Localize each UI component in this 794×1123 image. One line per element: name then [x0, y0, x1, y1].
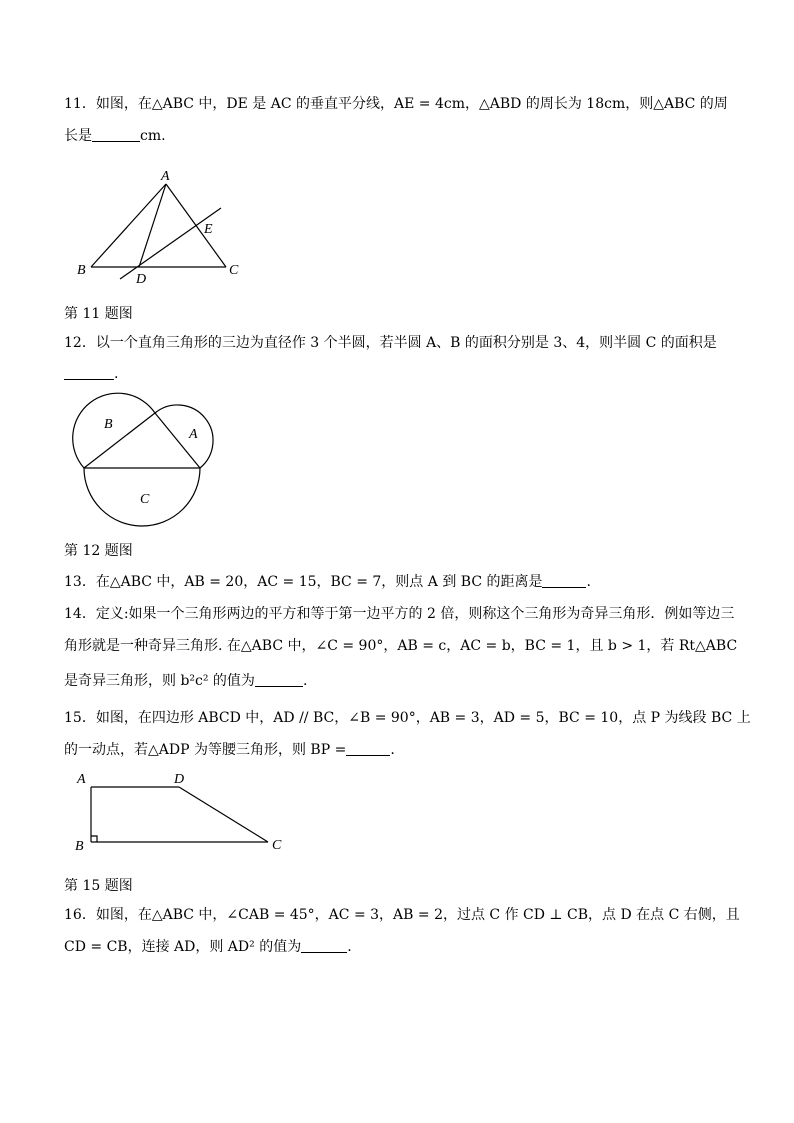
p12-answer-blank[interactable] — [64, 365, 114, 380]
p14-line3-pre: 是奇异三角形，则 b²c² 的值为 — [64, 673, 255, 689]
p11-label-D: D — [136, 272, 147, 287]
p14-line3-post: . — [302, 673, 308, 689]
p11-line2-pre: 长是 — [64, 128, 92, 144]
p11-label-B: B — [77, 263, 86, 278]
p13-answer-blank[interactable] — [542, 573, 586, 588]
p12-label-A: A — [189, 427, 198, 442]
p15-caption: 第 15 题图 — [64, 878, 133, 894]
p14-answer-blank[interactable] — [255, 672, 303, 687]
p15-label-B: B — [75, 839, 84, 854]
p15-line2-pre: 的一动点，若△ADP 为等腰三角形，则 BP = — [64, 742, 347, 758]
p14-line1: 14．定义:如果一个三角形两边的平方和等于第一边平方的 2 倍，则称这个三角形为奇异三角形．例如等边三 — [64, 606, 735, 622]
p16-answer-blank[interactable] — [301, 938, 347, 953]
p13-line1-post: . — [586, 574, 591, 590]
p12-line2-post: . — [114, 366, 119, 382]
p13-line1 — [64, 572, 591, 592]
p15-label-C: C — [272, 838, 282, 853]
p16-line2-pre: CD = CB，连接 AD，则 AD² 的值为 — [64, 939, 302, 955]
p11-line2 — [64, 126, 166, 146]
p15-line1: 15．如图，在四边形 ABCD 中，AD // BC，∠B = 90°，AB = 3，AD = 5，BC = 10，点 P 为线段 BC 上 — [64, 710, 751, 726]
p11-label-A: A — [161, 169, 170, 184]
p12-caption: 第 12 题图 — [64, 543, 133, 559]
p14-line2: 角形就是一种奇异三角形. 在△ABC 中，∠C = 90°，AB = c，AC = b，BC = 1，且 b > 1，若 Rt△ABC — [64, 638, 738, 654]
p12-line1: 12．以一个直角三角形的三边为直径作 3 个半圆，若半圆 A、B 的面积分别是 3、4，则半圆 C 的面积是 — [64, 335, 717, 351]
p11-label-E: E — [204, 222, 213, 237]
p15-label-D: D — [174, 772, 185, 787]
p15-label-A: A — [77, 772, 86, 787]
p16-line2 — [64, 937, 352, 957]
p15-line2-post: . — [390, 742, 395, 758]
p11-answer-blank[interactable] — [92, 127, 140, 142]
p11-label-C: C — [229, 263, 239, 278]
p11-line2-post: cm. — [140, 128, 166, 144]
p16-line2-post: . — [347, 939, 352, 955]
p15-answer-blank[interactable] — [346, 741, 390, 756]
p13-line1-pre: 13．在△ABC 中，AB = 20，AC = 15，BC = 7，则点 A 到 BC 的距离是 — [64, 574, 543, 590]
p15-line2 — [64, 740, 395, 760]
p11-line1: 11．如图，在△ABC 中，DE 是 AC 的垂直平分线，AE = 4cm，△ABD 的周长为 18cm，则△ABC 的周 — [64, 96, 728, 112]
p12-label-C: C — [140, 492, 150, 507]
p12-line2 — [64, 364, 118, 384]
p11-caption: 第 11 题图 — [64, 306, 133, 322]
p12-label-B: B — [104, 417, 113, 432]
p16-line1: 16．如图，在△ABC 中，∠CAB = 45°，AC = 3，AB = 2，过点 C 作 CD ⊥ CB，点 D 在点 C 右侧，且 — [64, 907, 740, 923]
p14-line3 — [64, 671, 307, 691]
